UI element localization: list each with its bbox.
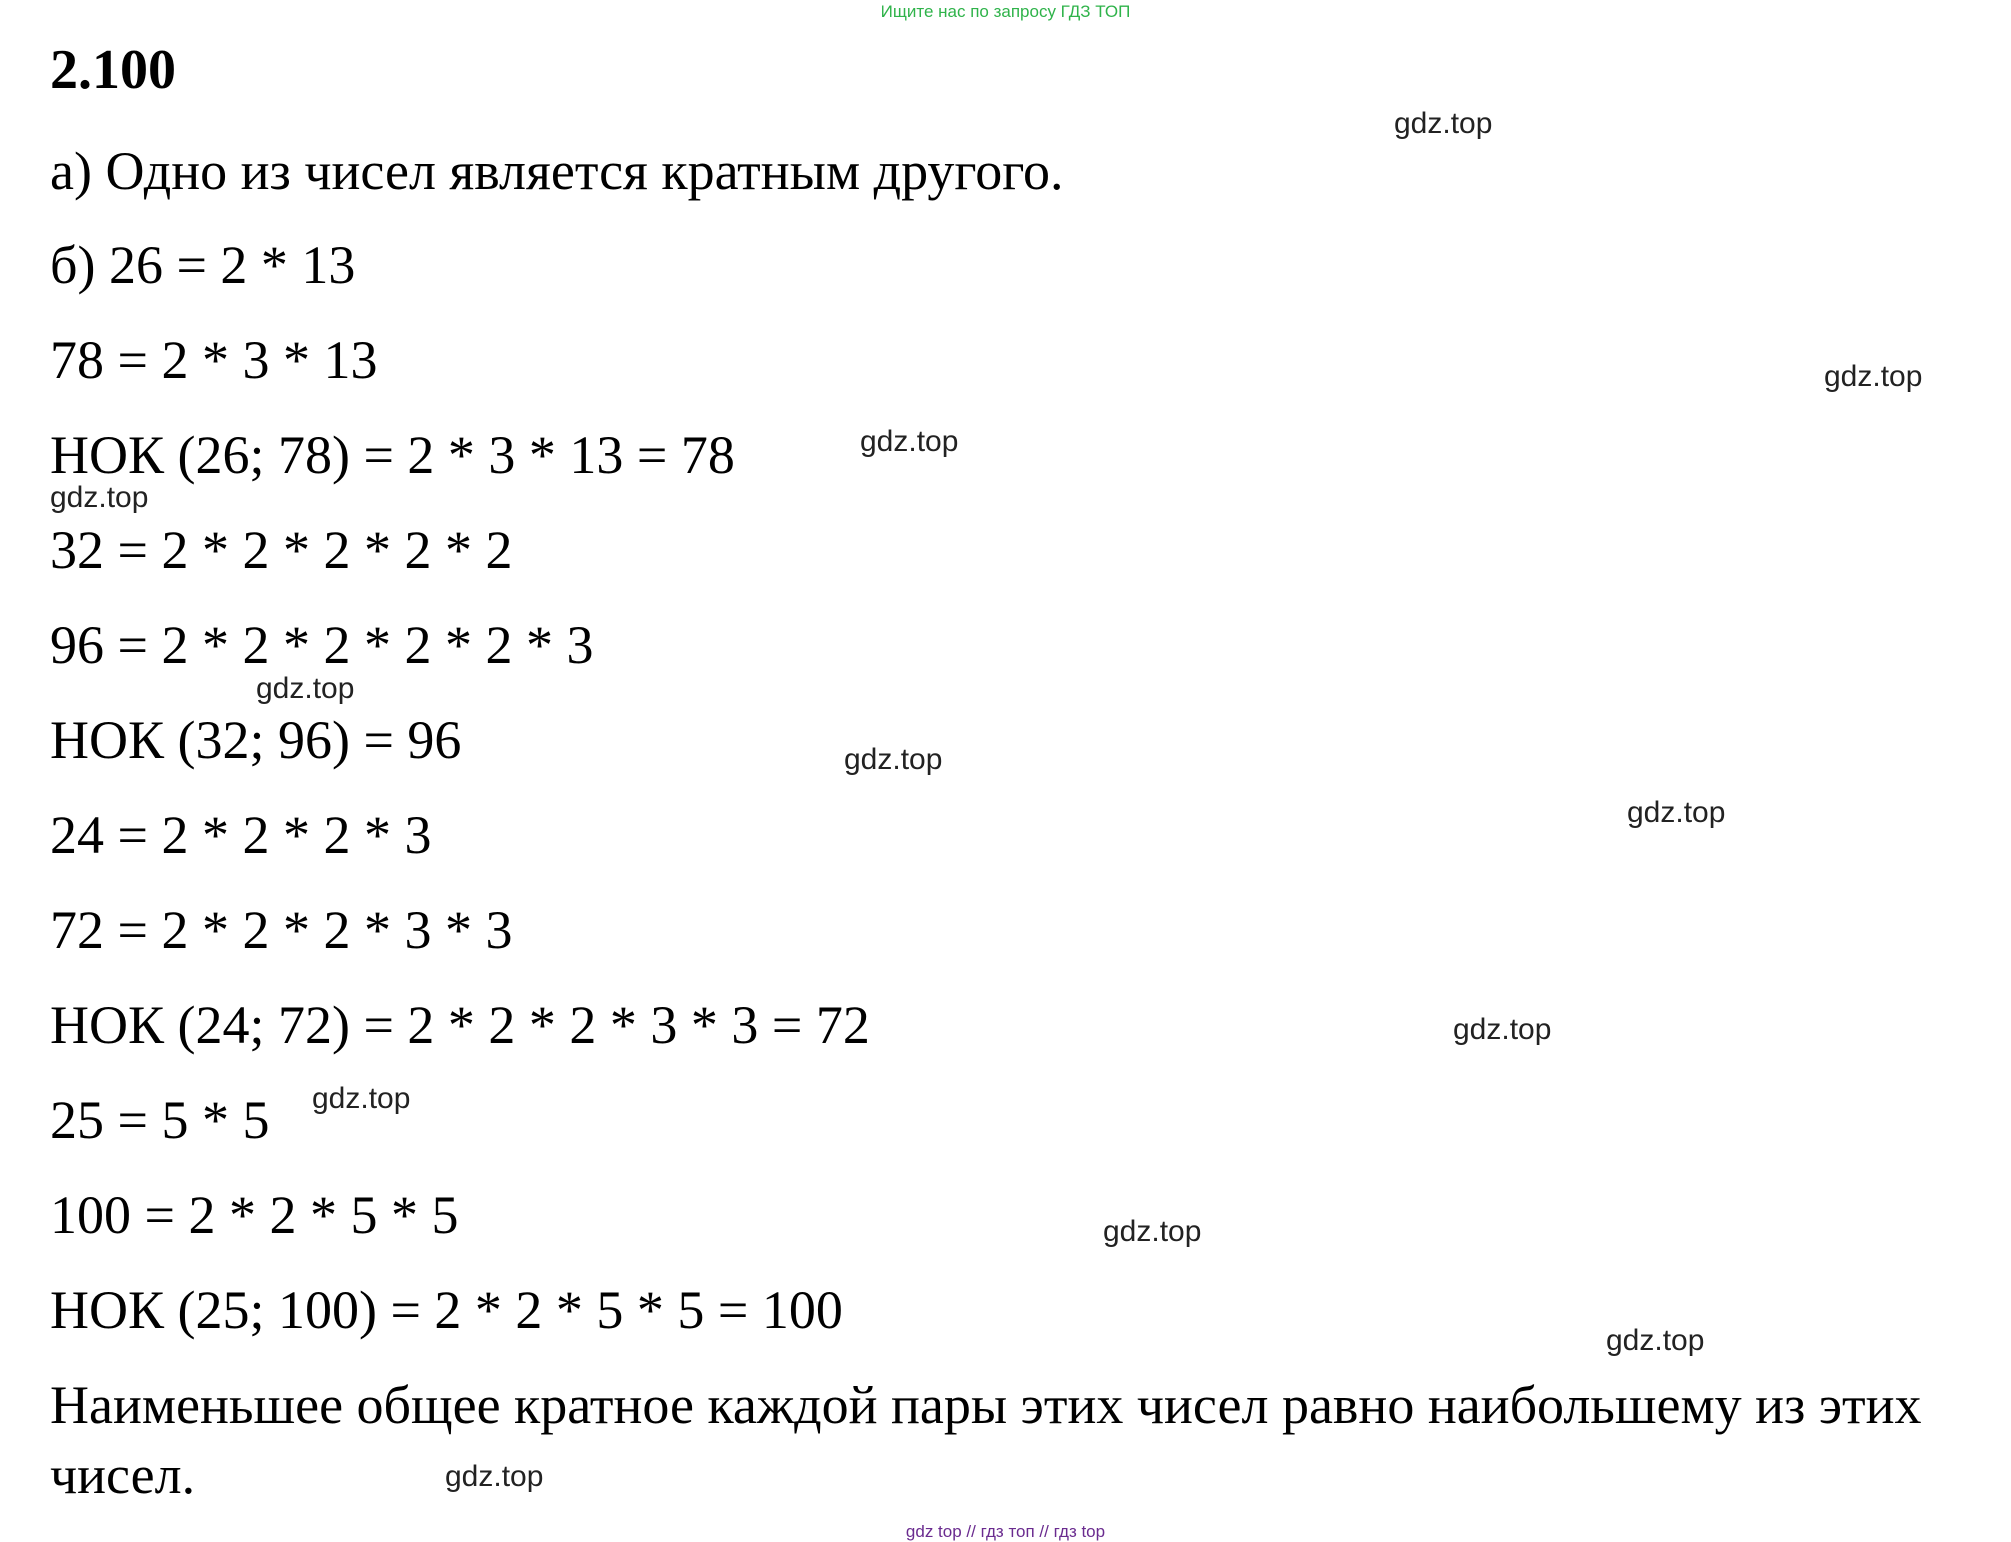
solution-line: б) 26 = 2 * 13 [50,235,356,295]
footer-links: gdz top // гдз топ // гдз top [905,1522,1106,1541]
solution-line: 32 = 2 * 2 * 2 * 2 * 2 [50,520,513,580]
watermark: gdz.top [844,743,943,776]
watermark: gdz.top [445,1460,544,1493]
watermark: gdz.top [1606,1324,1705,1357]
watermark: gdz.top [312,1082,411,1115]
solution-line: 96 = 2 * 2 * 2 * 2 * 2 * 3 [50,615,594,675]
top-banner: Ищите нас по запросу ГДЗ ТОП [880,2,1131,21]
problem-number: 2.100 [50,39,176,101]
watermark: gdz.top [1394,107,1493,140]
lcm-line: НОК (25; 100) = 2 * 2 * 5 * 5 = 100 [50,1280,843,1340]
watermark: gdz.top [50,481,149,514]
answer-line-a: а) Одно из чисел является кратным другого. [50,141,1064,201]
lcm-line: НОК (24; 72) = 2 * 2 * 2 * 3 * 3 = 72 [50,995,870,1055]
solution-line: 100 = 2 * 2 * 5 * 5 [50,1185,459,1245]
solution-line: 78 = 2 * 3 * 13 [50,330,378,390]
lcm-line: НОК (32; 96) = 96 [50,710,462,770]
conclusion-text: Наименьшее общее кратное каждой пары этих чисел равно наибольшему из этих чисел. [50,1375,1922,1505]
watermark: gdz.top [1103,1215,1202,1248]
watermark: gdz.top [1824,360,1923,393]
watermark: gdz.top [1453,1013,1552,1046]
lcm-line: НОК (26; 78) = 2 * 3 * 13 = 78 [50,425,735,485]
watermark: gdz.top [1627,796,1726,829]
solution-line: 72 = 2 * 2 * 2 * 3 * 3 [50,900,513,960]
watermark: gdz.top [256,672,355,705]
solution-line: 25 = 5 * 5 [50,1090,270,1150]
watermark: gdz.top [860,425,959,458]
solution-line: 24 = 2 * 2 * 2 * 3 [50,805,432,865]
